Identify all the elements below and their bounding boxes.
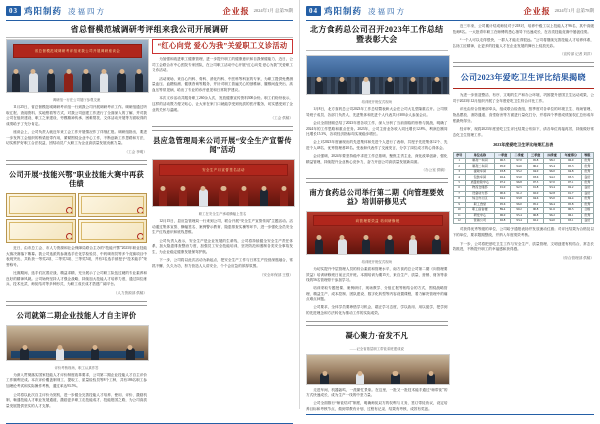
headline-hygiene-results: 公司2023年爱吃卫生评比结果揭晓 bbox=[460, 73, 586, 83]
article-body: 公司负责人表示，安全生产是企业发展的生命线，公司将持续健全安全生产责任体系，加大隐患排查整治力度，加强员工安全技能培训，坚决防范和遏制各类安全事故发生，为企业稳定健康发展保驾护航。 bbox=[152, 238, 293, 254]
right-column-2 bbox=[453, 24, 595, 412]
table-cell: 94.2 bbox=[494, 197, 511, 202]
table-cell: 制剂一车间 bbox=[465, 158, 494, 163]
masthead-paper-name-left: 企业报 bbox=[222, 6, 250, 16]
table-cell: 93.0 bbox=[511, 175, 528, 180]
divider bbox=[306, 178, 448, 183]
masthead-right bbox=[306, 4, 594, 18]
article-body: 为切实提升中层管理人员的综合素质和管理水平，南方食药总公司第二期《向管理要效益》培训研修班日前正式开班。本期培训为期15天，来自生产、质量、营销、财务等条线的56名管理骨干参加学习。 bbox=[306, 266, 448, 283]
table-cell: 97.5 bbox=[527, 180, 544, 185]
certificate-card bbox=[78, 193, 148, 217]
table-cell: 12 bbox=[453, 219, 465, 224]
table-cell: 93.8 bbox=[511, 197, 528, 202]
article-body: 对获得优秀等级的单位，公司给予通报表扬并发放流动红旗；对评比结果为合格及以下的单位，要求限期整改，并纳入年度绩效考核。 bbox=[452, 227, 594, 238]
headline-self-evaluation: 公司就第二期企业技能人才自主评价 bbox=[16, 311, 137, 320]
table-cell: 物流仓储部 bbox=[465, 186, 494, 191]
table-cell: 97.2 bbox=[494, 180, 511, 185]
table-cell: 95.4 bbox=[544, 164, 561, 169]
table-cell: 包装车间 bbox=[465, 175, 494, 180]
table-cell: 90.8 bbox=[527, 208, 544, 213]
table-cell: 94.2 bbox=[544, 175, 561, 180]
article-byline: （宣传部 记者 刘洋） bbox=[559, 52, 594, 57]
table-cell: 93.4 bbox=[511, 219, 528, 224]
headline-annual-meeting: 北方食药总公司召开2023年工作总结暨表彰大会 bbox=[310, 25, 444, 44]
article-body: 近日，由市总工会、市人力资源和社会保障局联合主办的“技能兴鄂”2023年职业技能大赛决赛落下帷幕。我公司选派的参赛选手在化学检验员、中药调剂员等多个竞赛项目中表现突出，共斩获一等奖2项、二等奖3项、三等奖5项，并有3名选手被授予“技术能手”荣誉称号。 bbox=[6, 245, 147, 267]
article-byline: （安全环保部 王强） bbox=[259, 272, 293, 277]
table-row bbox=[453, 219, 594, 224]
masthead-date-left: 2024年1月 总第78期 bbox=[253, 8, 293, 13]
photo-banner-text: 安全生产月宣誓签名活动 bbox=[159, 164, 289, 176]
article-body: 1月8日，北方食药总公司2023年工作总结暨表彰大会在公司大礼堂隆重召开。公司领导班子成员、各部门负责人、先进集体和先进个人代表共计300余人参加会议。 bbox=[306, 107, 448, 118]
columns-right bbox=[306, 24, 594, 412]
table-cell: 96.8 bbox=[511, 180, 528, 185]
table-cell: 91.8 bbox=[527, 186, 544, 191]
table-cell: 质量检验中心 bbox=[465, 180, 494, 185]
page-number-right: 04 bbox=[306, 6, 321, 16]
article-body: 培训采取专题授课、案例研讨、现场教学、分组汇报等相结合的方式，围绕战略管理、精益生产、成本控制、团队建设、数字化转型等内容设置课程，着力解决管理中的痛点难点问题。 bbox=[306, 286, 448, 302]
table-cell: 良好 bbox=[581, 175, 593, 180]
table-cell: 98.2 bbox=[544, 158, 561, 163]
article-body: 经评审，现将2023年度爱吃卫生评比结果公布如下，请各单位再接再厉，持续做好常态化卫生管理工作。 bbox=[452, 127, 594, 137]
table-column-header: 等级 bbox=[581, 153, 593, 158]
certificate-card bbox=[78, 219, 148, 243]
table-cell: 制剂二车间 bbox=[465, 164, 494, 169]
article-byline: （综合管理部 供稿） bbox=[560, 255, 594, 260]
masthead-date-right: 2024年1月 总第78期 bbox=[554, 8, 594, 13]
table-cell: 91.2 bbox=[511, 191, 528, 196]
photo-caption: 评价考核现场，职工认真作答 bbox=[54, 365, 99, 370]
table-cell: 合格 bbox=[581, 208, 593, 213]
left-column-1 bbox=[6, 39, 147, 421]
divider bbox=[306, 321, 448, 326]
masthead-subtitle-left: 凌福四方 bbox=[68, 6, 107, 16]
photo-safety-pledge bbox=[152, 159, 295, 207]
article-body: 会上对2023年度涌现出的先进集体和先进个人进行了表彰，共授予先进集体12个、先进个人48名、优秀管理者20名。受表彰代表作了交流发言，分享了岗位成才的心得体会。 bbox=[306, 140, 448, 150]
divider bbox=[306, 50, 448, 51]
page-right bbox=[300, 0, 600, 409]
photo-caption: 培训班开班仪式现场 bbox=[361, 100, 392, 105]
table-column-header: 年度得分 bbox=[560, 153, 581, 158]
table-cell: 94.0 bbox=[527, 169, 544, 174]
table-cell: 94.4 bbox=[560, 197, 581, 202]
masthead-rule-right bbox=[306, 20, 594, 21]
table-cell: 9 bbox=[453, 202, 465, 207]
table-cell: 96.0 bbox=[511, 202, 528, 207]
article-body: 公司将以此次自主评价为契机，进一步健全完善技能人才培养、使用、评价、激励机制，畅通技能人才职业发展通道，激励更多职工走技能成才、技能报国之路，为公司高质量发展提供坚实的人才支撑。 bbox=[6, 392, 147, 408]
page-left bbox=[0, 0, 300, 409]
table-cell: 优秀 bbox=[581, 213, 593, 218]
table-cell: 3 bbox=[453, 169, 465, 174]
left-column-2 bbox=[152, 39, 293, 421]
table-cell: 96.5 bbox=[494, 158, 511, 163]
table-cell: 良好 bbox=[581, 191, 593, 196]
table-cell: 设备动力部 bbox=[465, 191, 494, 196]
certificate-gallery bbox=[6, 193, 147, 243]
table-cell: 95.8 bbox=[527, 158, 544, 163]
photo-caption: 调研组一行在公司展厅参观交流 bbox=[52, 98, 101, 102]
headline-skill-contest: 公司开展“技能兴鄂”职业技能大赛中再获佳绩 bbox=[8, 170, 145, 188]
table-cell: 94.6 bbox=[527, 197, 544, 202]
article-body: 会议全面回顾总结了2023年度各项工作，深入分析了当前面临的形势与挑战，明确了2024年的工作思路和重点任务。2023年，公司主营业务收入同比增长12.8%，利润总额同比增长15.3%，各项经济指标均实现稳步增长。 bbox=[306, 121, 448, 137]
table-cell: 研发中心 bbox=[465, 213, 494, 218]
table-cell: 优秀 bbox=[581, 169, 593, 174]
columns-left bbox=[6, 39, 293, 421]
table-cell: 93.3 bbox=[560, 175, 581, 180]
headline-training-class: 南方食药总公司举行第二期《向管理要效益》培训研修见式 bbox=[309, 188, 445, 206]
table-cell: 96.9 bbox=[560, 158, 581, 163]
table-cell: 2 bbox=[453, 164, 465, 169]
table-cell: 1 bbox=[453, 158, 465, 163]
table-cell: 92.0 bbox=[527, 191, 544, 196]
table-cell: 90.2 bbox=[511, 208, 528, 213]
photo-workshop bbox=[306, 354, 450, 385]
table-cell: 96.0 bbox=[544, 169, 561, 174]
table-cell: 8 bbox=[453, 197, 465, 202]
photo-caption: 培训班开班仪式现场 bbox=[361, 259, 392, 264]
table-title: 2023年度爱吃卫生评比结果汇总表 bbox=[493, 142, 554, 148]
masthead-section-right: 鸡阳制药 bbox=[324, 6, 363, 16]
hygiene-results-table bbox=[453, 152, 595, 224]
table-cell: 优秀 bbox=[581, 158, 593, 163]
article-byline: （工会 李明） bbox=[124, 149, 147, 154]
divider bbox=[152, 126, 293, 131]
right-column-1 bbox=[306, 24, 448, 412]
table-cell: 92.8 bbox=[544, 191, 561, 196]
table-column-header: 一季度 bbox=[494, 153, 511, 158]
table-column-header: 单位名称 bbox=[465, 153, 494, 158]
table-cell: 90.6 bbox=[494, 191, 511, 196]
article-body: 活动现场，来自心内科、骨科、消化内科、中医科等科室的专家，为职工提供免费测量血压、血糖检测、健康咨询等服务，并针对职工普遍关心的颈椎病、腰椎间盘突出、高血压等常见病，给出了专业的诊疗意见和日常防护建议。 bbox=[152, 76, 293, 92]
table-cell: 95.8 bbox=[560, 202, 581, 207]
divider bbox=[6, 301, 147, 306]
table-cell: 95.2 bbox=[527, 202, 544, 207]
headline-safety-pledge: 县应急管理局来公司开展“安全生产宣誓传闻”活动 bbox=[153, 137, 292, 155]
table-cell: 优秀 bbox=[581, 202, 593, 207]
table-cell: 93.8 bbox=[494, 169, 511, 174]
masthead-subtitle-right: 凌福四方 bbox=[368, 6, 407, 16]
article-body: 近三年来，公司累计结成师徒对子218对，培养中级工以上技能人才96名，其中高级技师8名。一大批青年职工在师傅的悉心指导下迅速成长，在各类技能竞赛中屡创佳绩。 bbox=[452, 24, 594, 34]
photo-evaluation-site bbox=[6, 325, 149, 361]
table-cell: 95.0 bbox=[544, 197, 561, 202]
table-cell: 96.1 bbox=[560, 213, 581, 218]
table-cell: 良好 bbox=[581, 219, 593, 224]
table-cell: 89.4 bbox=[494, 208, 511, 213]
table-cell: 90.5 bbox=[560, 208, 581, 213]
table-cell: 提取车间 bbox=[465, 169, 494, 174]
table-column-header: 四季度 bbox=[544, 153, 561, 158]
table-cell: 94.0 bbox=[544, 219, 561, 224]
article-body: 会议强调，2024年要坚持稳中求进工作总基调，聚焦主责主业，深化改革创新，强化精益管理，持续提升企业核心竞争力，奋力开创公司高质量发展新局面。 bbox=[306, 153, 448, 164]
table-cell: 94.6 bbox=[511, 164, 528, 169]
table-cell: 93.6 bbox=[527, 175, 544, 180]
article-body: 为进一步营造整洁、有序、文明的生产和办公环境，巩固提升爱国卫生运动成果，公司于2023年12月组织开展了全年度爱吃卫生综合评比工作。 bbox=[452, 93, 594, 103]
article-body: 下一步，公司将把爱吃卫生工作与安全生产、质量管理、文明创建有机结合，常态长效推进，不断提升职工的幸福感和获得感。 bbox=[452, 241, 594, 252]
table-cell: 95.3 bbox=[560, 164, 581, 169]
lead-headline-left: 省总督模范城调研考评组来我公司开展调研 bbox=[70, 25, 229, 34]
page-number-left: 03 bbox=[6, 6, 21, 16]
table-cell: 95.6 bbox=[494, 202, 511, 207]
table-cell: 职工宿舍楼 bbox=[465, 208, 494, 213]
divider bbox=[453, 62, 595, 67]
table-cell: 97.1 bbox=[560, 180, 581, 185]
article-body: 走进车间，机器轰鸣，一派繁忙景象。在这里，一批又一批技术能手通过“师带徒”的方式快速成长，成为生产一线的中坚力量。 bbox=[306, 387, 448, 398]
headline-free-clinic: “红心向党 爱心为我”关爱职工义诊活动 bbox=[152, 39, 293, 54]
table-cell: 6 bbox=[453, 186, 465, 191]
table-cell: 96.4 bbox=[544, 202, 561, 207]
article-body: 下一步，公司将以此次活动为新起点，把安全生产工作与日常生产经营深度融合，常抓不懈、久久为功，努力营造人人讲安全、个个会应急的浓厚氛围。 bbox=[152, 258, 293, 268]
table-cell: 96.0 bbox=[494, 213, 511, 218]
table-cell: 95.0 bbox=[494, 164, 511, 169]
masthead-section-left: 鸡阳制药 bbox=[24, 6, 63, 16]
article-byline: （人力资源部 供稿） bbox=[113, 290, 147, 295]
article-body: 比赛期间，选手们沉着应战、精益求精，充分展示了公司职工队伍过硬的专业素养和良好的精神风貌。公司始终坚持人才强企战略，持续加大技能人才培养力度，通过岗位练兵、技术比武、师徒结对等多种形式，为职工成长成才搭建广阔平台。 bbox=[6, 271, 147, 287]
table-cell: 92.2 bbox=[527, 219, 544, 224]
table-cell: 7 bbox=[453, 191, 465, 196]
photo-annual-meeting bbox=[306, 55, 450, 96]
article-body: 本次义诊活动共服务职工260余人次，发放健康宣传资料300余份。职工们纷纷表示，这样的活动既方便又贴心，让大家在家门口就能享受到优质的医疗服务，切实感受到了企业的关怀与温暖。 bbox=[152, 96, 293, 112]
table-cell: 96.2 bbox=[527, 164, 544, 169]
article-body: 公司要求，全体学员要珍惜学习机会，端正学习态度，学以致用、用以促学，把学到的先进理念和方法转化为推动工作的实际成效。 bbox=[306, 305, 448, 315]
article-body: 座谈会上，公司负责人就近年来工会工作开展情况作了详细汇报。调研组指出，要进一步发挥工会组织的桥梁纽带作用，紧紧围绕企业中心工作，不断创新工作思路和方法，切实维护好职工合法权益，团结动员广大职工为企业高质量发展贡献力量。 bbox=[6, 130, 147, 146]
table-cell: 95.4 bbox=[511, 213, 528, 218]
table-cell: 优秀 bbox=[581, 180, 593, 185]
table-cell: 96.8 bbox=[527, 213, 544, 218]
table-cell: 优秀 bbox=[581, 164, 593, 169]
photo-banner-text: 向管理要效益 培训研修班 bbox=[313, 215, 443, 226]
table-cell: 97.0 bbox=[511, 158, 528, 163]
table-cell: 11 bbox=[453, 213, 465, 218]
feature-subheadline: ——记全省基层职工带徒弟班建成说 bbox=[349, 346, 404, 351]
footer-rule-right bbox=[306, 414, 594, 415]
table-column-header: 二季度 bbox=[511, 153, 528, 158]
article-body: 评比由综合管理部牵头，组成联合检查组，按季度对各单位的环境卫生、现场管理、物品摆放、消防通道、食堂宿舍等方面进行量化打分，并将四个季度成绩加权汇总形成年度最终得分。 bbox=[452, 107, 594, 123]
photo-banner-text: 省总督模范城调研考评组来我公司开展调研座谈会 bbox=[13, 44, 143, 57]
table-cell: 5 bbox=[453, 180, 465, 185]
table-cell: 91.7 bbox=[560, 191, 581, 196]
table-cell: 91.6 bbox=[544, 208, 561, 213]
table-cell: 良好 bbox=[581, 186, 593, 191]
masthead-paper-name-right: 企业报 bbox=[523, 6, 551, 16]
photo-caption: 职工在安全生产承诺横幅上签名 bbox=[198, 212, 247, 217]
certificate-card bbox=[6, 219, 76, 243]
table-cell: 92.8 bbox=[494, 219, 511, 224]
table-cell: 综合办公区 bbox=[465, 197, 494, 202]
article-body: 11月25日，省总督模范城调研考评组一行到我公司开展调研考评工作。调研组通过听取汇报、查阅资料、实地察看等方式，对我公司创建工作进行了全面深入的了解，并对我公司在组织建设、职工之家建设、劳模精神传承、困难帮扶、文体活动开展等方面取得的成绩给予了充分肯定。 bbox=[6, 105, 147, 126]
table-cell: 4 bbox=[453, 175, 465, 180]
table-cell: 93.1 bbox=[560, 219, 581, 224]
table-cell: 91.0 bbox=[494, 186, 511, 191]
table-cell: 职工食堂 bbox=[465, 202, 494, 207]
headline-feature-story: 凝心聚力·奋发不凡 bbox=[345, 331, 409, 340]
table-cell: 优秀 bbox=[581, 197, 593, 202]
article-body: 12月15日，县应急管理局一行来到公司，联合开展“安全生产宣誓传闻”主题活动。活动通过集体宣誓、横幅签名、案例警示教育、隐患排查实操等环节，进一步强化全员安全生产红线意识和底线思维。 bbox=[152, 219, 293, 235]
table-cell: 97.0 bbox=[544, 180, 561, 185]
table-cell: 93.4 bbox=[544, 186, 561, 191]
table-cell: 96.2 bbox=[544, 213, 561, 218]
table-cell: 10 bbox=[453, 208, 465, 213]
table-cell: 营销公司 bbox=[465, 219, 494, 224]
table-cell: 92.4 bbox=[494, 175, 511, 180]
divider bbox=[6, 37, 293, 38]
masthead-rule-left bbox=[6, 20, 293, 21]
article-body: 公司全面推行“师徒结对”制度，明确师徒双方的权利与义务，签订带徒协议，设定培养目标和考核节点，做到带教有计划、过程有记录、结果有考核、成效有奖惩。 bbox=[306, 401, 448, 411]
table-cell: 95.2 bbox=[511, 169, 528, 174]
table-column-header: 序号 bbox=[453, 153, 465, 158]
table-cell: 94.8 bbox=[560, 169, 581, 174]
article-byline: （工会 供稿） bbox=[270, 116, 293, 121]
article-body: “一个人可以走得很快，一群人才能走得很远。”公司将继续完善技能人才培养体系，弘扬工匠精神，让更多的技能人才在企业发展的舞台上绽放光彩。 bbox=[452, 38, 594, 48]
certificate-card bbox=[6, 193, 76, 217]
table-cell: 92.5 bbox=[511, 186, 528, 191]
article-body: 为加强和改进职工健康管理，进一步提升职工的健康意识和自我保健能力，近日，公司工会联合市中心医院专家团队，在公司职工活动中心开展“红心向党 爱心为我”关爱职工义诊活动。 bbox=[152, 57, 293, 73]
divider bbox=[453, 88, 595, 89]
masthead-left bbox=[6, 4, 293, 18]
divider bbox=[6, 160, 147, 165]
article-body: 为深入贯彻落实国家技能人才评价制度改革要求，公司第二期企业技能人才自主评价工作顺利完成。本次评价覆盖制剂工、提取工、质量检验员等8个工种，共有186名职工参加理论考试和实际操作考核，通过率达93.5%。 bbox=[6, 372, 147, 388]
table-cell: 92.2 bbox=[560, 186, 581, 191]
photo-survey-group bbox=[6, 39, 149, 93]
table-column-header: 三季度 bbox=[527, 153, 544, 158]
article-byline: （办公室 供稿） bbox=[421, 167, 448, 172]
photo-training-class bbox=[306, 211, 450, 255]
